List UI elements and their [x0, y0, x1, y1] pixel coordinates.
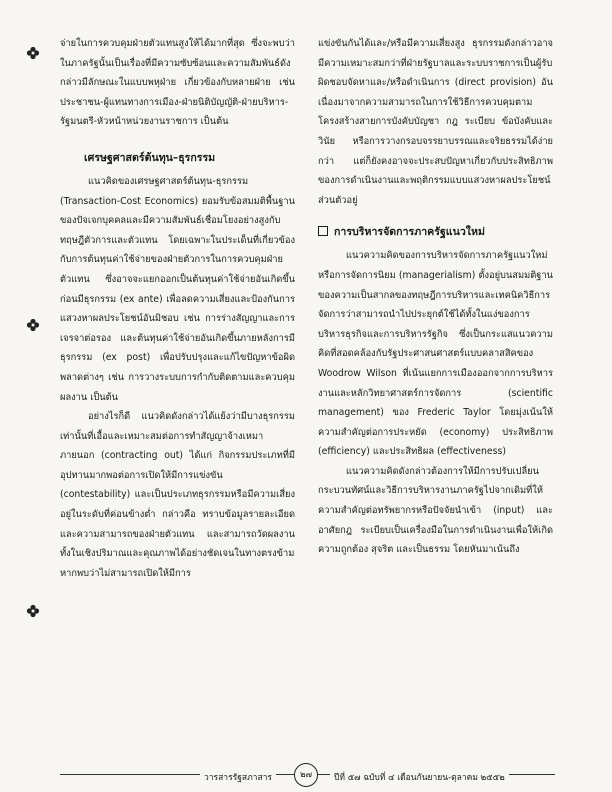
paragraph: อย่างไรก็ดี แนวคิดดังกล่าวได้แย้งว่ามีบางธุรกรรมเท่านั้นที่เอื้อและเหมาะสมต่อการทำสัญญาจ้างเหมาภายนอก (contracting out) ได้แก่ กิจกรรมประเภทที่มีอุปทานมากพอต่อการเปิดให้มีการแข่งขัน (contestability) และเป็นประเภทธุรกรรมหรือมีความเสี่ยงอยู่ในระดับที่ค่อนข้างต่ำ กล่าวคือ ทราบข้อมูลรายละเอียดและความสามารถของฝ่ายตัวแทน และสามารถวัดผลงานทั้งในเชิงปริมาณและคุณภาพได้อย่างชัดเจนในทางตรงข้าม หากพบว่าไม่สามารถเปิดให้มีการ [60, 411, 295, 579]
page-number: ๒๗ [294, 763, 318, 787]
journal-name: วารสารรัฐสภาสาร [200, 770, 276, 784]
section-heading-row [318, 222, 553, 242]
paragraph: แนวความคิดของการบริหารจัดการภาครัฐแนวใหม่หรือการจัดการนิยม (managerialism) ตั้งอยู่บนสมมติฐานของความเป็นสากลของทฤษฎีการบริหารและเทคนิควิธีการจัดการว่าสามารถนำไปประยุกต์ใช้ได้ทั้งในแง่ของการบริหารธุรกิจและการบริหารรัฐกิจ ซึ่งเป็นกระแสแนวความคิดที่สอดคล้องกับรัฐประศาสนศาสตร์แบบคลาสสิคของ Woodrow Wilson ที่เน้นแยกการเมืองออกจากการบริหารงานและหลักวิทยาศาสตร์การจัดการ (scientific management) ของ Frederic Taylor โดยมุ่งเน้นให้ความสำคัญต่อการประหยัด (economy) ประสิทธิภาพ (efficiency) และประสิทธิผล (effectiveness) [318, 250, 553, 458]
flower-bullet-icon [26, 604, 40, 618]
flower-bullet-icon [26, 46, 40, 60]
checkbox-square-icon [318, 226, 328, 236]
section-heading: การบริหารจัดการภาครัฐแนวใหม่ [334, 226, 485, 239]
paragraph: จ่ายในการควบคุมฝ่ายตัวแทนสูงให้ได้มากที่สุด ซึ่งจะพบว่าในภาครัฐนั้นเป็นเรื่องที่มีความซับซ้อนและความสัมพันธ์ดังกล่าวมีลักษณะในแบบพหุฝ่าย เกี่ยวข้องกับหลายฝ่าย เช่น ประชาชน-ผู้แทนทางการเมือง-ฝ่ายนิติบัญญัติ-ฝ่ายบริหาร-รัฐมนตรี-หัวหน้าหน่วยงานราชการ เป็นต้น [60, 38, 295, 128]
paragraph: แข่งขันกันได้และ/หรือมีความเสี่ยงสูง ธุรกรรมดังกล่าวอาจมีความเหมาะสมกว่าที่ฝ่ายรัฐบาลและระบบราชการเป็นผู้รับผิดชอบจัดหาและ/หรือดำเนินการ (direct provision) อันเนื่องมาจากความสามารถในการใช้วิธีการควบคุมตามโครงสร้างสายการบังคับบัญชา กฎ ระเบียบ ข้อบังคับและวินัย หรือการวางกรอบจรรยาบรรณและจริยธรรมได้ง่ายกว่า แต่ก็ยังคงอาจจะประสบปัญหาเกี่ยวกับประสิทธิภาพของการดำเนินงานและพฤติกรรมแบบแสวงหาผลประโยชน์ส่วนตัวอยู่ [318, 38, 553, 206]
issue-info: ปีที่ ๕๗ ฉบับที่ ๔ เดือนกันยายน-ตุลาคม ๒๕๕๒ [330, 770, 509, 784]
left-column [60, 34, 295, 583]
paragraph: แนวคิดของเศรษฐศาสตร์ต้นทุน-ธุรกรรม (Transaction-Cost Economics) ยอมรับข้อสมมติพื้นฐานของปัจเจกบุคคลและมีความสัมพันธ์เชื่อมโยงอย่างสูงกับทฤษฎีตัวการและตัวแทน โดยเฉพาะในประเด็นที่เกี่ยวข้องกับการต้นทุนค่าใช้จ่ายของฝ่ายตัวการในการควบคุมฝ่ายตัวแทน ซึ่งอาจจะแยกออกเป็นต้นทุนค่าใช้จ่ายอันเกิดขึ้นก่อนมีธุรกรรม (ex ante) เพื่อลดความเสี่ยงและป้องกันการแสวงหาผลประโยชน์อันมิชอบ เช่น การร่างสัญญาและการเจรจาต่อรอง และต้นทุนค่าใช้จ่ายอันเกิดขึ้นภายหลังการมีธุรกรรม (ex post) เพื่อปรับปรุงและแก้ไขปัญหาข้อผิดพลาดต่างๆ เช่น การวางระบบการกำกับติดตามและควบคุมผลงาน เป็นต้น [60, 175, 295, 403]
paragraph: แนวความคิดดังกล่าวต้องการให้มีการปรับเปลี่ยนกระบวนทัศน์และวิธีการบริหารงานภาครัฐไปจากเดิมที่ให้ความสำคัญต่อทรัพยากรหรือปัจจัยนำเข้า (input) และอาศัยกฎ ระเบียบเป็นเครื่องมือในการดำเนินงานเพื่อให้เกิดความถูกต้อง สุจริต และเป็นธรรม โดยหันมาเน้นถึง [318, 465, 553, 556]
flower-bullet-icon [26, 318, 40, 332]
right-column [318, 34, 553, 560]
section-heading: เศรษฐศาสตร์ต้นทุน–ธุรกรรม [84, 151, 216, 164]
page-footer [0, 760, 612, 784]
